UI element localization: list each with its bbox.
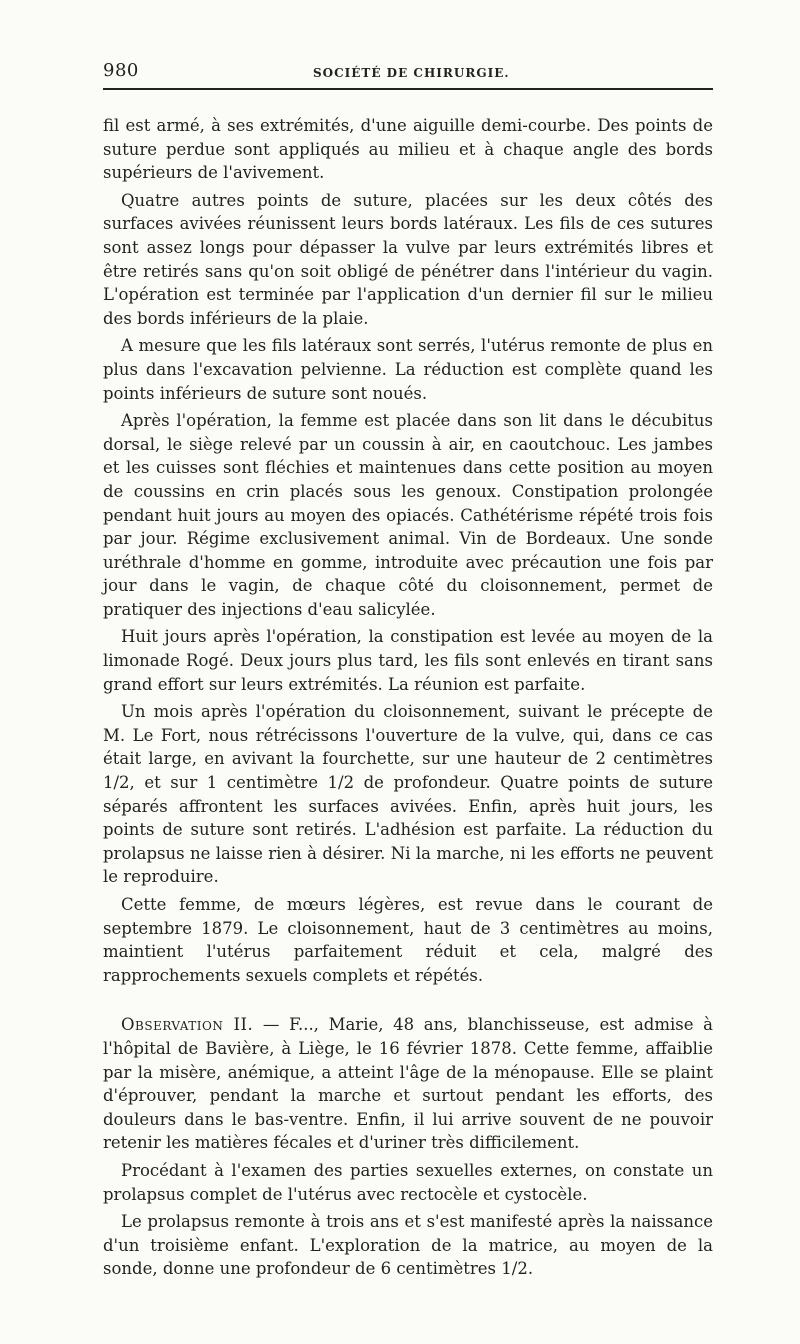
observation-intro bbox=[103, 1013, 713, 1155]
paragraph: Le prolapsus remonte à trois ans et s'est manifesté après la naissance d'un troisième enfant. L'exploration de la matrice, au moyen de la sonde, donne une profondeur de 6 centimètres 1/2. bbox=[103, 1212, 713, 1279]
running-title: SOCIÉTÉ DE CHIRURGIE. bbox=[313, 66, 510, 80]
paragraph: Huit jours après l'opération, la constipation est levée au moyen de la limonade Rogé. Deux jours plus tard, les fils sont enlevés en tirant sans grand effort sur leurs extrémités. La réunion est parfaite. bbox=[103, 627, 713, 694]
paragraph: A mesure que les fils latéraux sont serrés, l'utérus remonte de plus en plus dans l'excavation pelvienne. La réduction est complète quand les points inférieurs de suture sont noués. bbox=[103, 336, 713, 403]
page-number: 980 bbox=[103, 60, 139, 81]
observation-label: Observation II. bbox=[121, 1015, 254, 1035]
paragraph: fil est armé, à ses extrémités, d'une aiguille demi-courbe. Des points de suture perdue sont appliqués au milieu et à chaque angle des bords supérieurs de l'avivement. bbox=[103, 116, 713, 183]
page bbox=[103, 58, 713, 1285]
paragraph: Après l'opération, la femme est placée dans son lit dans le décubitus dorsal, le siège relevé par un coussin à air, en caoutchouc. Les jambes et les cuisses sont fléchies et maintenues dans cette position au moyen de coussins en crin placés sous les genoux. Constipation prolongée pendant huit jours au moyen des opiacés. Cathétérisme répété trois fois par jour. Régime exclusivement animal. Vin de Bordeaux. Une sonde uréthrale d'homme en gomme, introduite avec précaution une fois par jour dans le vagin, de chaque côté du cloisonnement, permet de pratiquer des injections d'eau salicylée. bbox=[103, 411, 713, 619]
paragraph: Un mois après l'opération du cloisonnement, suivant le précepte de M. Le Fort, nous rétrécissons l'ouverture de la vulve, qui, dans ce cas était large, en avivant la fourchette, sur une hauteur de 2 centimètres 1/2, et sur 1 centimètre 1/2 de profondeur. Quatre points de suture séparés affrontent les surfaces avivées. Enfin, après huit jours, les points de suture sont retirés. L'adhésion est parfaite. La réduction du prolapsus ne laisse rien à désirer. Ni la marche, ni les efforts ne peuvent le reproduire. bbox=[103, 702, 713, 887]
page-header bbox=[103, 58, 713, 90]
observation-text: — F..., Marie, 48 ans, blanchisseuse, est admise à l'hôpital de Bavière, à Liège, le 16 février 1878. Cette femme, affaiblie par la misère, anémique, a atteint l'âge de la ménopause. Elle se plaint d'éprouver, pendant la marche et surtout pendant les efforts, des douleurs dans le bas-ventre. Enfin, il lui arrive souvent de ne pouvoir retenir les matières fécales et d'uriner très difficilement. bbox=[103, 1015, 713, 1153]
paragraph: Procédant à l'examen des parties sexuelles externes, on constate un prolapsus complet de l'utérus avec rectocèle et cystocèle. bbox=[103, 1160, 713, 1204]
paragraph: Cette femme, de mœurs légères, est revue dans le courant de septembre 1879. Le cloisonnement, haut de 3 centimètres au moins, maintient l'utérus parfaitement réduit et cela, malgré des rapprochements sexuels complets et répétés. bbox=[103, 895, 713, 985]
page-body bbox=[103, 114, 713, 1281]
observation-section bbox=[103, 1013, 713, 1281]
paragraph: Quatre autres points de suture, placées sur les deux côtés des surfaces avivées réunissent leurs bords latéraux. Les fils de ces sutures sont assez longs pour dépasser la vulve par leurs extrémités libres et être retirés sans qu'on soit obligé de pénétrer dans l'intérieur du vagin. L'opération est terminée par l'application d'un dernier fil sur le milieu des bords inférieurs de la plaie. bbox=[103, 190, 713, 328]
